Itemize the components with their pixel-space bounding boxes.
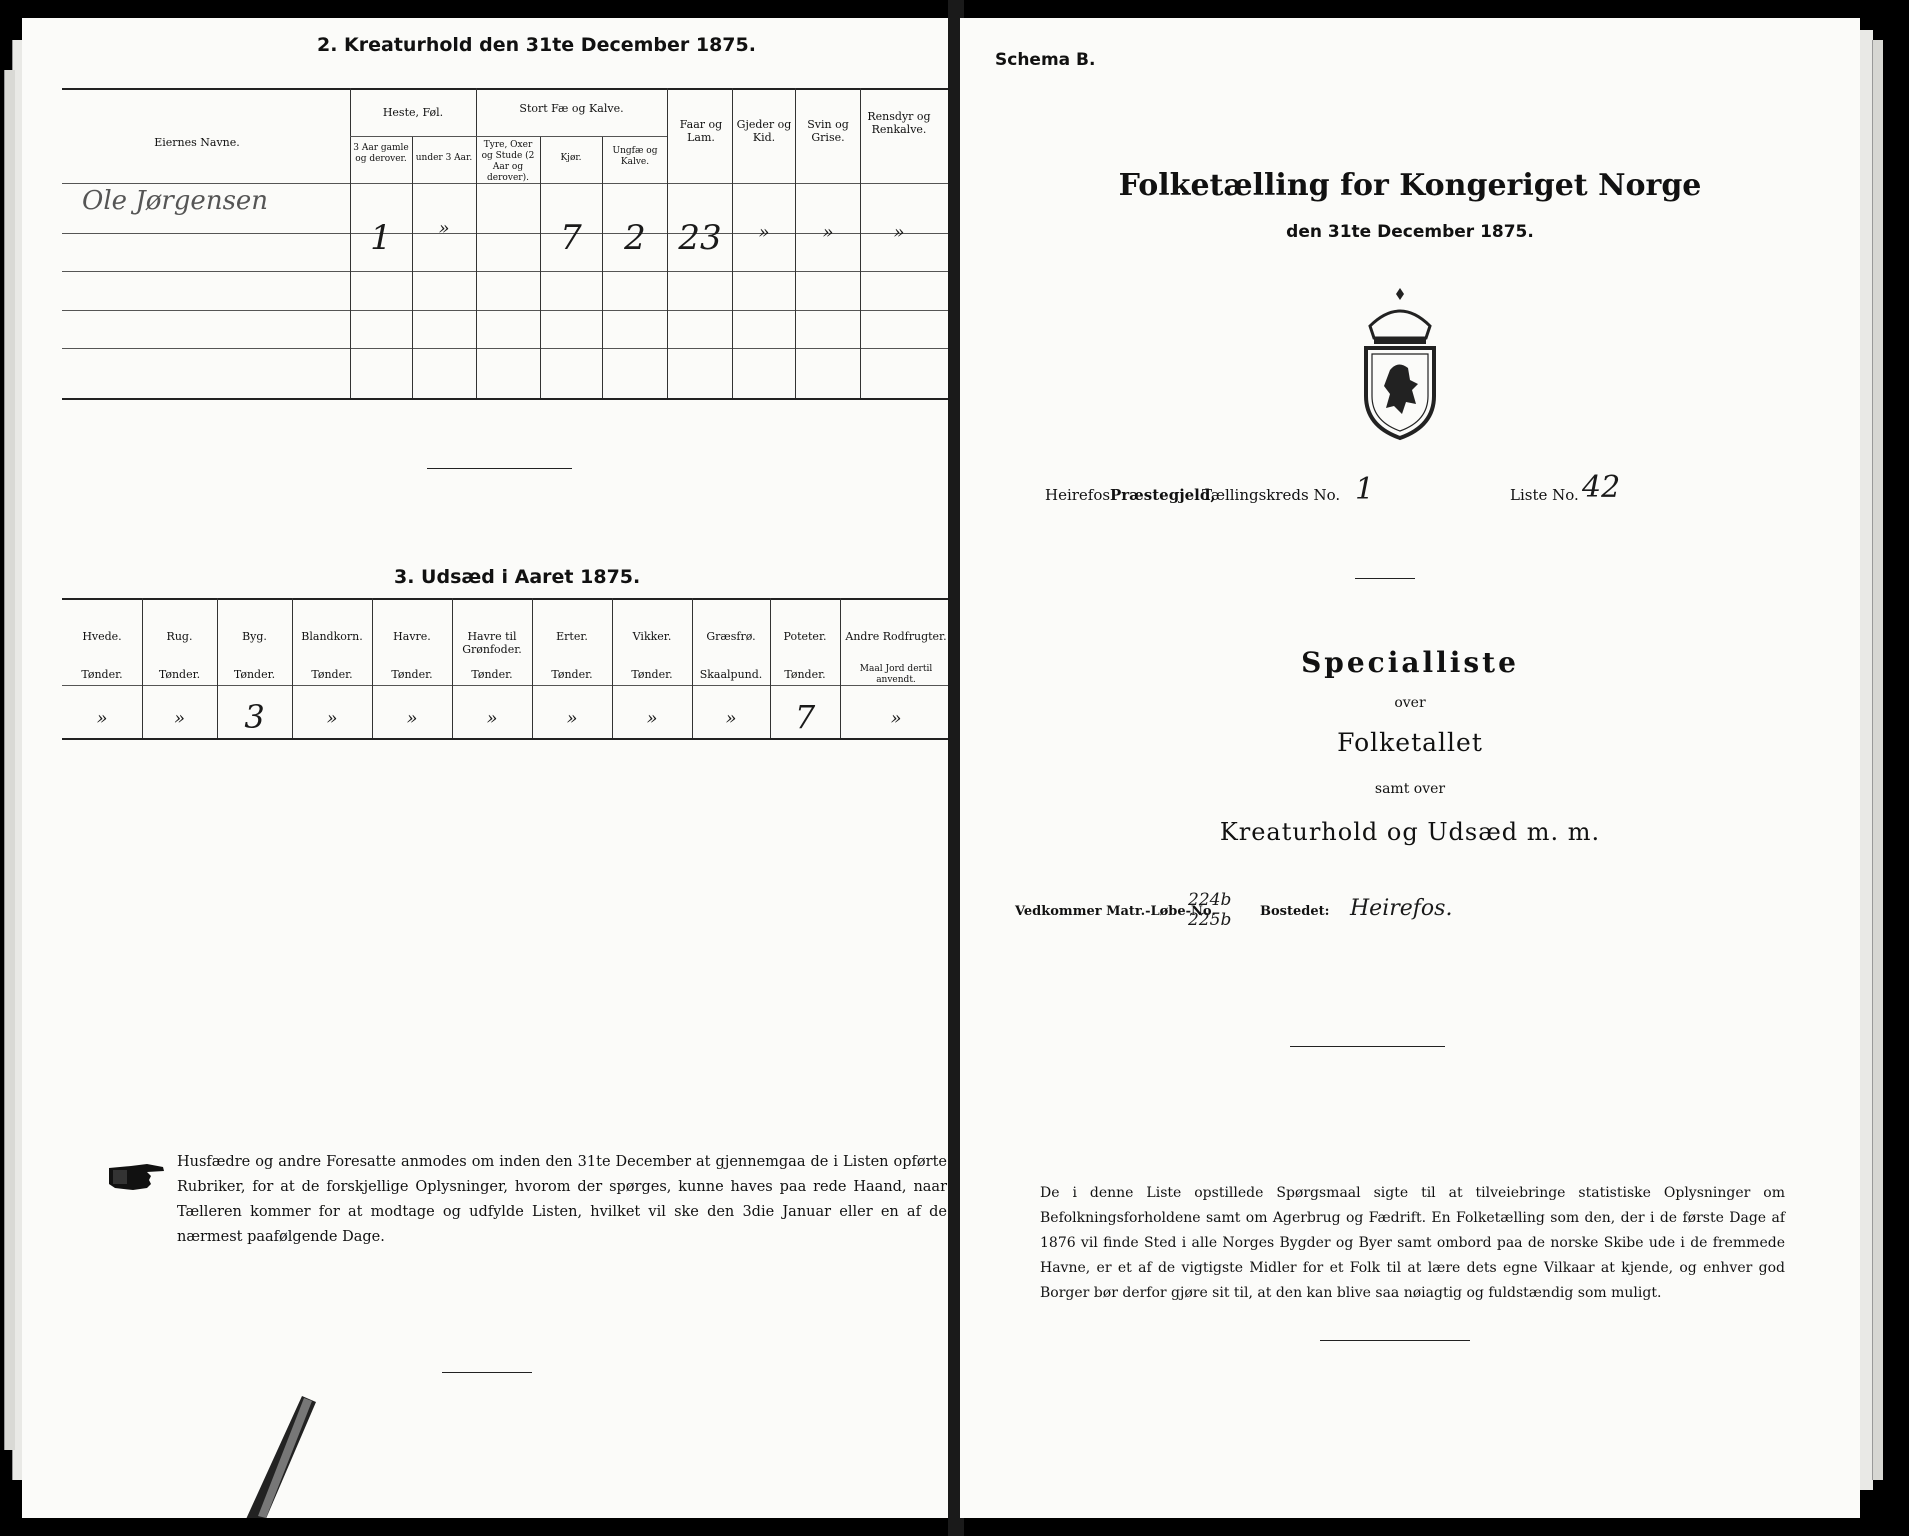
udsaed-unit: Tønder.: [784, 668, 826, 681]
header-faar: Faar og Lam.: [679, 118, 723, 144]
udsaed-header: Havre.: [393, 630, 431, 643]
cell-svin: »: [822, 222, 834, 243]
notice-text: Husfædre og andre Foresatte anmodes om inden den 31te December at gjennemgaa de i Listen opførte Rubriker, for at de forskjellige Oplysninger, hvorom der spørges, kunne haves paa rede Haand, naar Tælleren kommer for at modtage og udfylde Listen, hvilket vil ske den 3die Januar eller en af de nærmest paafølgende Dage.: [177, 1154, 947, 1245]
cell-ungfae: 2: [624, 218, 646, 258]
explanation-paragraph: De i denne Liste opstillede Spørgsmaal sigte til at tilveiebringe statistiske Oplysninger om Befolkningsforholdene samt om Agerbrug og Fædrift. En Folketælling som den, der i de første Dage af 1876 vil finde Sted i alle Norges Bygder og Byer samt ombord paa de norske Skibe ude i de fremmede Havne, er et af de vigtigste Midler for et Folk til at lære dets egne Vilkaar at kjende, og enhver god Borger bør derfor gjøre sit til, at den kan blive saa nøiagtig og fuldstændig som muligt.: [1040, 1185, 1785, 1301]
udsaed-bottom-rule: [62, 738, 952, 740]
list-label: Liste No.: [1510, 486, 1579, 504]
header-heste-sub2: under 3 Aar.: [415, 153, 473, 163]
subheader-rule: [476, 136, 667, 137]
udsaed-header-rule: [62, 685, 952, 686]
cell-gjeder: »: [758, 222, 770, 243]
header-heste: Heste, Føl.: [382, 106, 444, 119]
parish-name: Heirefos: [1045, 486, 1111, 504]
bosted-value: Heirefos.: [1350, 896, 1453, 921]
udsaed-header: Andre Rodfrugter.: [845, 630, 947, 643]
udsaed-unit: Skaalpund.: [699, 668, 763, 681]
udsaed-unit: Tønder.: [471, 668, 513, 681]
pen-icon: [232, 1388, 332, 1518]
col-divider: [476, 88, 477, 398]
separator-rule: [442, 1372, 532, 1373]
matr-value-2: 225b: [1188, 910, 1232, 930]
udsaed-unit: Maal Jord dertil anvendt.: [859, 664, 933, 685]
udsaed-unit: Tønder.: [551, 668, 593, 681]
cell-rensdyr: »: [893, 222, 905, 243]
cell-kjor: 7: [560, 218, 582, 258]
folketallet: Folketallet: [1337, 728, 1483, 757]
udsaed-header: Hvede.: [82, 630, 122, 643]
owner-name: Ole Jørgensen: [82, 186, 269, 216]
udsaed-unit: Tønder.: [311, 668, 353, 681]
udsaed-unit: Tønder.: [631, 668, 673, 681]
header-rensdyr: Rensdyr og Renkalve.: [867, 110, 931, 136]
col-divider: [412, 136, 413, 398]
col-divider: [350, 88, 351, 398]
table-row-rule: [62, 310, 952, 311]
main-title: Folketælling for Kongeriget Norge: [1118, 168, 1702, 203]
udsaed-header: Rug.: [166, 630, 193, 643]
udsaed-header: Vikker.: [632, 630, 672, 643]
col-divider: [860, 88, 861, 398]
udsaed-value: 3: [244, 698, 265, 736]
udsaed-header: Havre til Grønfoder.: [462, 630, 522, 656]
separator-rule: [1320, 1340, 1470, 1341]
samt-over-text: samt over: [1374, 781, 1446, 797]
pointing-hand-icon: [107, 1158, 167, 1198]
udsaed-header: Græsfrø.: [706, 630, 756, 643]
table-row-rule: [62, 271, 952, 272]
left-page: [22, 18, 952, 1518]
schema-label: Schema B.: [995, 50, 1096, 70]
col-divider: [540, 136, 541, 398]
cell-heste-2: »: [438, 218, 450, 239]
kreaturhold-title: Kreaturhold og Udsæd m. m.: [1219, 818, 1601, 846]
section-3-title: 3. Udsæd i Aaret 1875.: [394, 566, 641, 588]
udsaed-unit: Tønder.: [158, 668, 201, 681]
udsaed-header: Byg.: [242, 630, 267, 643]
udsaed-header: Erter.: [556, 630, 588, 643]
udsaed-value: 7: [794, 698, 816, 736]
col-divider: [732, 88, 733, 398]
over-text: over: [1394, 695, 1426, 711]
udsaed-value: »: [566, 708, 578, 729]
subheader-rule: [350, 136, 476, 137]
page-stack-edge: [1858, 30, 1873, 1490]
udsaed-top-rule: [62, 598, 952, 600]
table-row-rule: [62, 348, 952, 349]
district-number: 1: [1355, 472, 1375, 507]
right-page: [960, 18, 1860, 1518]
udsaed-value: »: [646, 708, 658, 729]
header-stort: Stort Fæ og Kalve.: [519, 102, 624, 115]
header-heste-sub1: 3 Aar gamle og derover.: [353, 143, 409, 164]
list-number: 42: [1582, 470, 1621, 505]
section-2-title: 2. Kreaturhold den 31te December 1875.: [317, 34, 756, 56]
header-owner: Eiernes Navne.: [154, 136, 240, 149]
udsaed-unit: Tønder.: [81, 668, 123, 681]
page-stack-edge: [4, 70, 15, 1450]
udsaed-unit: Tønder.: [233, 668, 276, 681]
parish-label: Præstegjeld,: [1110, 486, 1216, 504]
udsaed-header: Poteter.: [783, 630, 827, 643]
header-stort-sub3: Ungfæ og Kalve.: [612, 146, 658, 167]
table-bottom-rule: [62, 398, 952, 400]
separator-rule: [1355, 578, 1415, 579]
coat-of-arms-icon: [1360, 286, 1440, 445]
header-gjeder: Gjeder og Kid.: [736, 118, 792, 144]
page-stack-edge: [1872, 40, 1883, 1480]
col-divider: [602, 136, 603, 398]
header-svin: Svin og Grise.: [807, 118, 849, 144]
matr-value-1: 224b: [1188, 890, 1232, 910]
udsaed-value: »: [890, 708, 902, 729]
census-date: den 31te December 1875.: [1286, 222, 1534, 242]
udsaed-header: Blandkorn.: [301, 630, 363, 643]
udsaed-value: »: [326, 708, 338, 729]
bosted-label: Bostedet:: [1260, 904, 1330, 919]
udsaed-unit: Tønder.: [391, 668, 433, 681]
district-label: Tællingskreds No.: [1202, 486, 1341, 504]
separator-rule: [427, 468, 572, 469]
udsaed-value: »: [725, 708, 737, 729]
udsaed-value: »: [406, 708, 418, 729]
col-divider: [795, 88, 796, 398]
udsaed-value: »: [96, 708, 108, 729]
col-divider: [667, 88, 668, 398]
udsaed-value: »: [173, 708, 185, 729]
header-stort-sub1: Tyre, Oxer og Stude (2 Aar og derover).: [481, 140, 535, 183]
cell-heste-1: 1: [370, 218, 392, 258]
table-top-rule: [62, 88, 952, 90]
udsaed-value: »: [486, 708, 498, 729]
matr-label: Vedkommer Matr.-Løbe-No.: [1015, 904, 1216, 919]
cell-faar: 23: [678, 218, 722, 258]
separator-rule: [1290, 1046, 1445, 1047]
header-stort-sub2: Kjør.: [560, 153, 582, 163]
specialliste-heading: Specialliste: [1301, 646, 1519, 679]
